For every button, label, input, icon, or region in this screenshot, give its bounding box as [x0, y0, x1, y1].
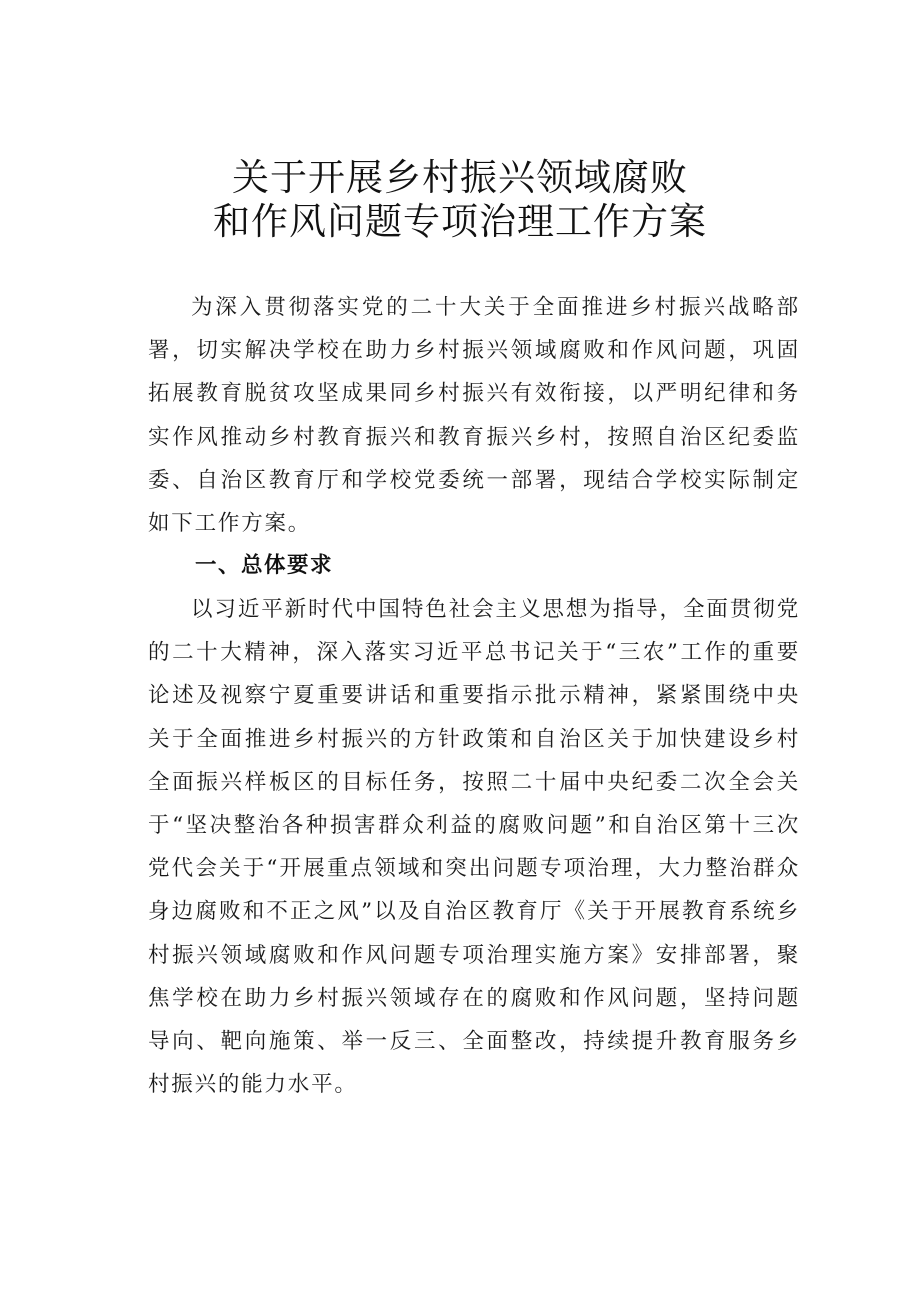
- intro-paragraph: 为深入贯彻落实党的二十大关于全面推进乡村振兴战略部署，切实解决学校在助力乡村振兴领域腐败和作风问题，巩固拓展教育脱贫攻坚成果同乡村振兴有效衔接，以严明纪律和务实作风推动乡村教育振兴和教育振兴乡村，按照自治区纪委监委、自治区教育厅和学校党委统一部署，现结合学校实际制定如下工作方案。: [148, 295, 800, 537]
- section-1-paragraph: 以习近平新时代中国特色社会主义思想为指导，全面贯彻党的二十大精神，深入落实习近平总书记关于“三农”工作的重要论述及视察宁夏重要讲话和重要指示批示精神，紧紧围绕中央关于全面推进乡村振兴的方针政策和自治区关于加快建设乡村全面振兴样板区的目标任务，按照二十届中央纪委二次全会关于“坚决整治各种损害群众利益的腐败问题”和自治区第十三次党代会关于“开展重点领域和突出问题专项治理，大力整治群众身边腐败和不正之风”以及自治区教育厅《关于开展教育系统乡村振兴领域腐败和作风问题专项治理实施方案》安排部署，聚焦学校在助力乡村振兴领域存在的腐败和作风问题，坚持问题导向、靶向施策、举一反三、全面整改，持续提升教育服务乡村振兴的能力水平。: [148, 597, 800, 1098]
- section-heading-general-requirements: 一、总体要求: [195, 553, 334, 578]
- document-title-line-2: 和作风问题专项治理工作方案: [213, 200, 707, 243]
- document-title-line-1: 关于开展乡村振兴领域腐败: [232, 156, 688, 199]
